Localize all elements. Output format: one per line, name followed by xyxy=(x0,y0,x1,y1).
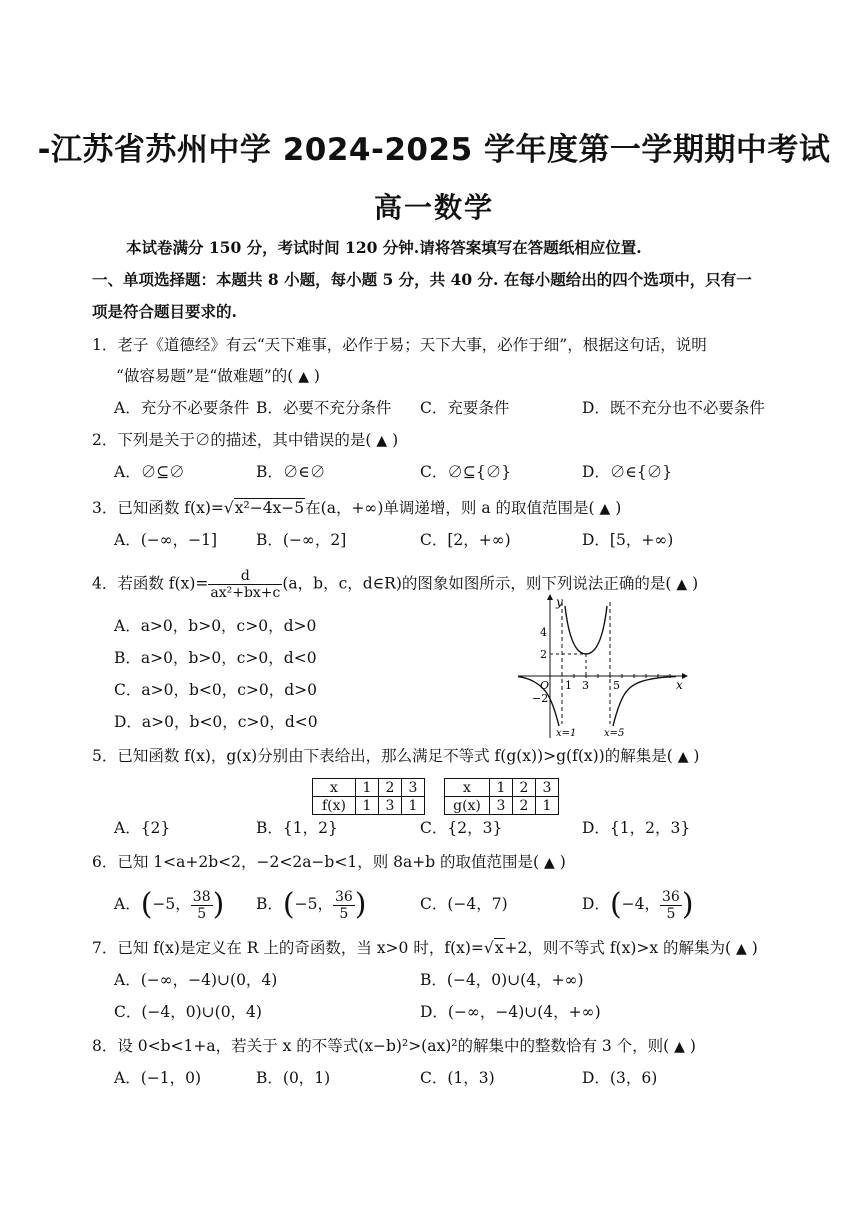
q8-stem xyxy=(92,1036,696,1057)
q1-option-a: A．充分不必要条件 xyxy=(114,399,250,417)
x-tick-5: 5 xyxy=(613,679,620,692)
q7-option-c: C．(−4，0)∪(0，4) xyxy=(114,1003,262,1021)
table-cell: 2 xyxy=(379,779,402,797)
q2-option-b: B．∅∈∅ xyxy=(256,463,326,481)
asymptote-label-x5: x=5 xyxy=(604,728,625,739)
exam-title: -江苏省苏州中学 2024-2025 学年度第一学期期中考试 xyxy=(37,132,831,168)
asymptote-label-x1: x=1 xyxy=(556,728,577,739)
x-tick-3: 3 xyxy=(582,679,589,692)
q7-close: ) xyxy=(751,939,758,957)
x-axis-arrow xyxy=(682,673,688,679)
instructions: 本试卷满分 150 分，考试时间 120 分钟.请将答案填写在答题纸相应位置. xyxy=(126,238,642,257)
q1-stem-text: “做容易题”是“做难题”的( xyxy=(116,367,294,385)
q4-option-b: B．a>0，b>0，c>0，d<0 xyxy=(114,649,317,667)
q7-option-b: B．(−4，0)∪(4，+∞) xyxy=(420,971,584,989)
q2-option-d: D．∅∈{∅} xyxy=(582,463,673,481)
table-cell: 1 xyxy=(536,797,559,815)
answer-triangle-icon: ▲ xyxy=(376,433,388,449)
q1-option-c: C．充要条件 xyxy=(420,399,510,417)
answer-triangle-icon: ▲ xyxy=(599,501,611,517)
y-tick-neg2: −2 xyxy=(532,692,549,705)
q6-close: ) xyxy=(559,853,566,871)
q8-option-b: B．(0，1) xyxy=(256,1069,331,1087)
origin-label: O xyxy=(540,679,550,692)
q7-radicand: x xyxy=(494,939,504,957)
table-cell: 3 xyxy=(379,797,402,815)
answer-triangle-icon: ▲ xyxy=(298,369,309,385)
table-g xyxy=(444,778,559,815)
q3-option-a: A．(−∞，−1] xyxy=(114,531,218,549)
q6-option-b: B．(−5， $\frac{36}{5}$ ) xyxy=(256,887,367,922)
q4-fraction xyxy=(208,568,282,601)
q6-option-c: C．(−4，7) xyxy=(420,895,508,913)
q1-stem-line2 xyxy=(116,366,320,387)
q2-close: ) xyxy=(392,431,399,449)
x-axis-label: x xyxy=(676,678,683,692)
q3-option-c: C．[2，+∞) xyxy=(420,531,511,549)
table-cell: f(x) xyxy=(313,797,356,815)
y-tick-2: 2 xyxy=(540,648,547,661)
q5-stem xyxy=(92,746,699,767)
q2-stem xyxy=(92,430,398,451)
q1-option-b: B．必要不充分条件 xyxy=(256,399,392,417)
y-axis-arrow xyxy=(547,594,553,600)
q8-option-c: C．(1，3) xyxy=(420,1069,495,1087)
q4-option-a: A．a>0，b>0，c>0，d>0 xyxy=(114,617,317,635)
answer-triangle-icon: ▲ xyxy=(736,941,747,957)
q4-stem-post: (a，b，c，d∈R)的图象如图所示，则下列说法正确的是( xyxy=(282,574,672,593)
table-cell: g(x) xyxy=(445,797,490,815)
table-cell: 1 xyxy=(402,797,425,815)
exam-subtitle: 高一数学 xyxy=(373,191,494,224)
q3-close: ) xyxy=(615,499,622,517)
table-f-value-row xyxy=(313,797,425,815)
q1-option-d: D．既不充分也不必要条件 xyxy=(582,399,765,417)
q1-stem-line1: 1．老子《道德经》有云“天下难事，必作于易；天下大事，必作于细”，根据这句话，说明 xyxy=(92,336,707,354)
q8-option-a: A．(−1，0) xyxy=(114,1069,201,1087)
function-graph xyxy=(516,592,696,742)
q7-stem-post: +2，则不等式 f(x)>x 的解集为( xyxy=(504,939,732,957)
y-tick-4: 4 xyxy=(540,626,547,639)
table-g-value-row xyxy=(445,797,559,815)
q7-stem: 7．已知 f(x)是定义在 R 上的奇函数，当 x>0 时，f(x)=√x+2，则不等式 f(x)>x 的解集为( ▲ ) xyxy=(92,939,758,957)
curve-middle-branch xyxy=(565,606,607,654)
table-g-head-row xyxy=(445,779,559,797)
table-cell: 2 xyxy=(513,779,536,797)
q5-close: ) xyxy=(693,747,700,765)
table-cell: 1 xyxy=(356,779,379,797)
q7-option-d: D．(−∞，−4)∪(4，+∞) xyxy=(420,1003,601,1021)
table-cell: x xyxy=(445,779,490,797)
q7-option-a: A．(−∞，−4)∪(0，4) xyxy=(114,971,278,989)
q4-denominator: ax²+bx+c xyxy=(210,585,281,601)
q6-stem-text: 6．已知 1<a+2b<2，−2<2a−b<1，则 8a+b 的取值范围是( xyxy=(92,853,540,871)
table-f xyxy=(312,778,425,815)
section-heading-line1: 一、单项选择题：本题共 8 小题，每小题 5 分，共 40 分. 在每小题给出的四个选项中，只有一 xyxy=(92,270,752,289)
q4-option-c: C．a>0，b<0，c>0，d>0 xyxy=(114,681,318,699)
q7-stem-pre: 7．已知 f(x)是定义在 R 上的奇函数，当 x>0 时，f(x)= xyxy=(92,939,484,957)
q8-stem-text: 8．设 0<b<1+a，若关于 x 的不等式(x−b)²>(ax)²的解集中的整数恰有 3 个，则( xyxy=(92,1037,670,1055)
table-cell: x xyxy=(313,779,356,797)
q3-option-b: B．(−∞，2] xyxy=(256,531,347,549)
q5-option-d: D．{1，2，3} xyxy=(582,819,691,837)
q4-stem-pre: 4．若函数 f(x)= xyxy=(92,574,209,593)
section-heading-line2: 项是符合题目要求的. xyxy=(92,302,237,321)
q5-stem-text: 5．已知函数 f(x)，g(x)分别由下表给出，那么满足不等式 f(g(x))>g(f(x))的解集是( xyxy=(92,747,673,765)
table-f-head-row xyxy=(313,779,425,797)
answer-triangle-icon: ▲ xyxy=(676,576,688,593)
answer-triangle-icon: ▲ xyxy=(677,749,689,765)
q8-option-d: D．(3，6) xyxy=(582,1069,658,1087)
q8-close: ) xyxy=(689,1037,696,1055)
q3-radicand: x²−4x−5 xyxy=(234,499,305,517)
y-axis-label: y xyxy=(556,595,563,609)
curve-right-branch xyxy=(613,677,676,726)
table-cell: 1 xyxy=(356,797,379,815)
x-tick-1: 1 xyxy=(565,679,572,692)
q6-stem xyxy=(92,852,566,873)
q2-stem-text: 2．下列是关于∅的描述，其中错误的是( xyxy=(92,431,372,449)
q5-option-a: A．{2} xyxy=(114,819,171,837)
answer-triangle-icon: ▲ xyxy=(674,1039,685,1055)
q3-option-d: D．[5，+∞) xyxy=(582,531,674,549)
q3-stem-post: 在(a，+∞)单调递增，则 a 的取值范围是( xyxy=(305,499,595,517)
table-cell: 1 xyxy=(490,779,513,797)
q2-option-a: A．∅⊆∅ xyxy=(114,463,185,481)
q4-close: ) xyxy=(692,574,699,593)
q2-option-c: C．∅⊆{∅} xyxy=(420,463,512,481)
q1-close: ) xyxy=(313,367,320,385)
q4-numerator: d xyxy=(208,568,282,585)
q6-option-d: D．(−4， $\frac{36}{5}$ ) xyxy=(582,887,694,922)
table-cell: 3 xyxy=(402,779,425,797)
table-cell: 2 xyxy=(513,797,536,815)
q3-stem: 3．已知函数 f(x)=√x²−4x−5在(a，+∞)单调递增，则 a 的取值范围是( ▲ ) xyxy=(92,499,622,517)
q5-option-b: B．{1，2} xyxy=(256,819,338,837)
table-cell: 3 xyxy=(490,797,513,815)
answer-triangle-icon: ▲ xyxy=(544,855,555,871)
table-cell: 3 xyxy=(536,779,559,797)
q6-option-a: A．(−5， $\frac{38}{5}$ ) xyxy=(114,887,225,922)
q4-option-d: D．a>0，b<0，c>0，d<0 xyxy=(114,713,318,731)
q5-option-c: C．{2，3} xyxy=(420,819,503,837)
q3-stem-pre: 3．已知函数 f(x)= xyxy=(92,499,224,517)
